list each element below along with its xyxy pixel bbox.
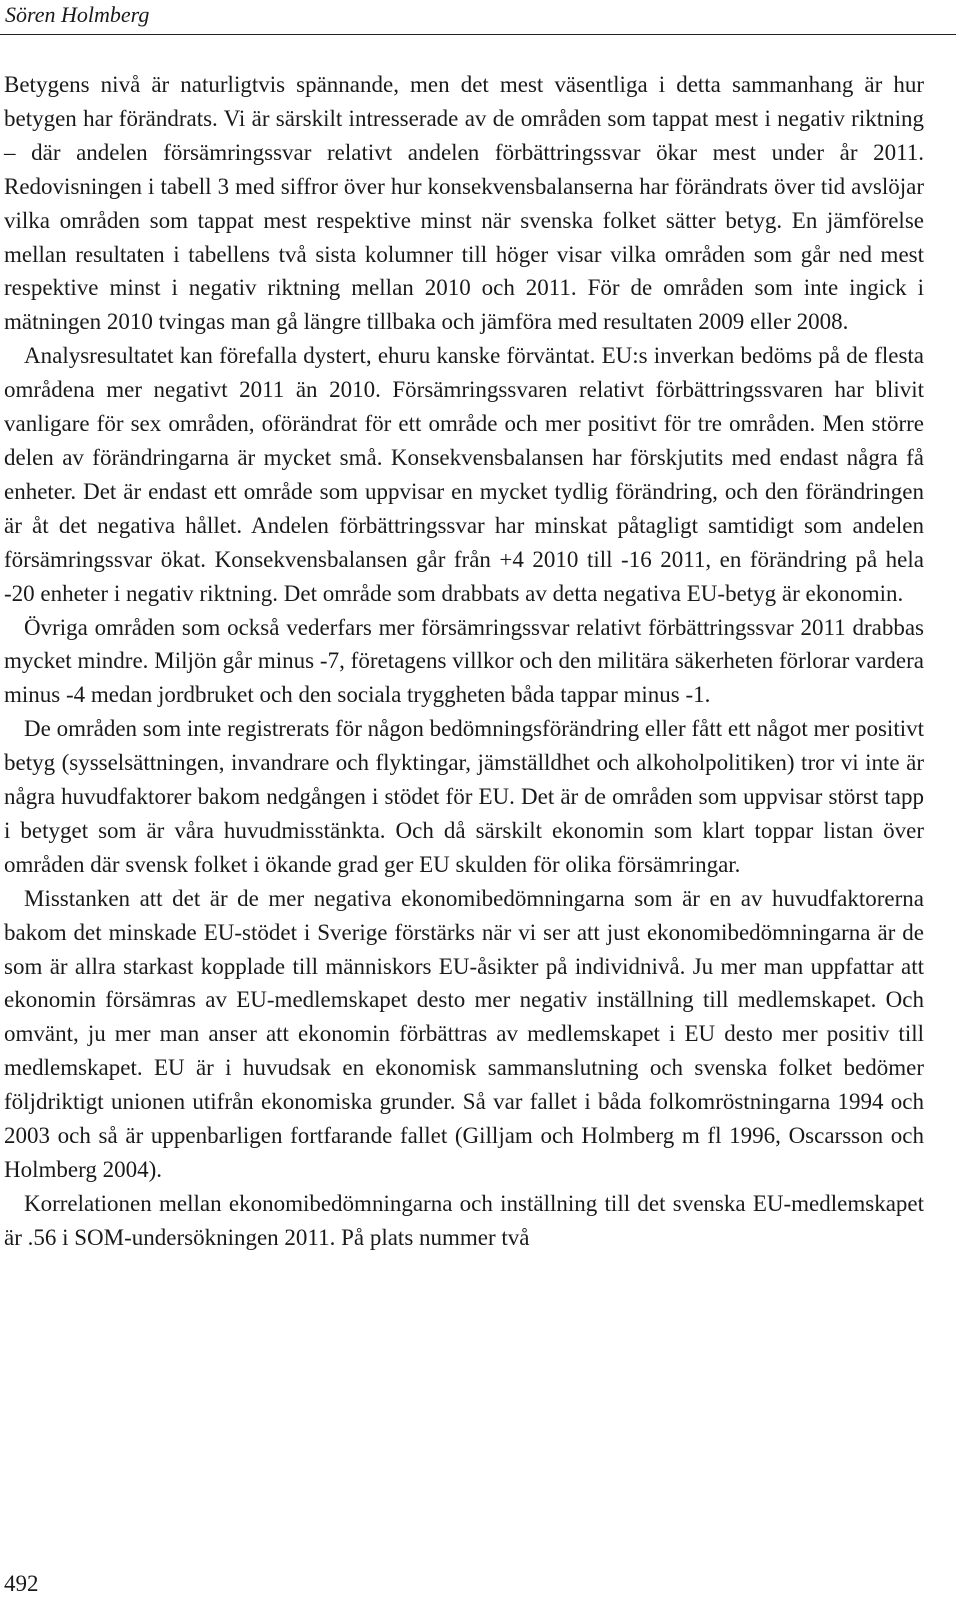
running-head: Sören Holmberg	[5, 2, 150, 27]
paragraph-1: Betygens nivå är naturligtvis spännande, men det mest väsentliga i detta sammanhang är hur betygen har förändrats. Vi är särskilt intresserade av de områden som tappat mest i negativ riktning – där andelen försämringssvar relativt andelen förbättringssvar ökar mest under år 2011. Redovisningen i tabell 3 med siffror över hur konsekvensbalanserna har förändrats över tid avslöjar vilka områden som tappat mest respektive minst när svenska folket sätter betyg. En jämförelse mellan resultaten i tabellens två sista kolumner till höger visar vilka områden som går ned mest respektive minst i negativ riktning mellan 2010 och 2011. För de områden som inte ingick i mätningen 2010 tvingas man gå längre tillbaka och jämföra med resultaten 2009 eller 2008.	[4, 72, 924, 335]
paragraph-6: Korrelationen mellan ekonomibedömningarna och inställning till det svenska EU-medlemskapet är .56 i SOM-undersökningen 2011. På plats nummer två	[4, 1190, 924, 1250]
paragraph-5: Misstanken att det är de mer negativa ekonomibedömningarna som är en av huvudfaktorerna bakom det minskade EU-stödet i Sverige förstärks när vi ser att just ekonomibedömningarna är de som är allra starkast kopplade till människors EU-åsikter på individnivå. Ju mer man uppfattar att ekonomin försämras av EU-medlemskapet desto mer negativ inställning till medlemskapet. Och omvänt, ju mer man anser att ekonomin förbättras av medlemskapet i EU desto mer positiv till medlemskapet. EU är i huvudsak en ekonomisk sammanslutning och svenska folket bedömer följdriktigt unionen utifrån ekonomiska grunder. Så var fallet i båda folkomröstningarna 1994 och 2003 och så är uppenbarligen fortfarande fallet (Gilljam och Holmberg m fl 1996, Oscarsson och Holmberg 2004).	[4, 885, 924, 1182]
body-text	[4, 68, 924, 1255]
header-rule	[0, 34, 956, 35]
paragraph-3: Övriga områden som också vederfars mer försämringssvar relativt förbättringssvar 2011 drabbas mycket mindre. Miljön går minus -7, företagens villkor och den militära säkerheten förlorar vardera minus -4 medan jordbruket och den sociala tryggheten båda tappar minus -1.	[4, 614, 924, 708]
paragraph-4: De områden som inte registrerats för någon bedömningsförändring eller fått ett något mer positivt betyg (sysselsättningen, invandrare och flyktingar, jämställdhet och alkoholpolitiken) tror vi inte är några huvudfaktorer bakom nedgången i stödet för EU. Det är de områden som uppvisar störst tapp i betyget som är våra huvudmisstänkta. Och då särskilt ekonomin som klart toppar listan över områden där svensk folket i ökande grad ger EU skulden för olika försämringar.	[4, 716, 924, 877]
paragraph-2: Analysresultatet kan förefalla dystert, ehuru kanske förväntat. EU:s inverkan bedöms på de flesta områdena mer negativt 2011 än 2010. Försämringssvaren relativt förbättringssvaren har blivit vanligare för sex områden, oförändrat för ett område och mer positivt för tre områden. Men större delen av förändringarna är mycket små. Konsekvensbalansen har förskjutits med endast några få enheter. Det är endast ett område som uppvisar en mycket tydlig förändring, och den förändringen är åt det negativa hållet. Andelen förbättringssvar har minskat påtagligt samtidigt som andelen försämringssvar ökat. Konsekvensbalansen går från +4 2010 till -16 2011, en förändring på hela -20 enheter i negativ riktning. Det område som drabbats av detta negativa EU-betyg är ekonomin.	[4, 343, 924, 606]
page-number: 492	[4, 1571, 39, 1596]
